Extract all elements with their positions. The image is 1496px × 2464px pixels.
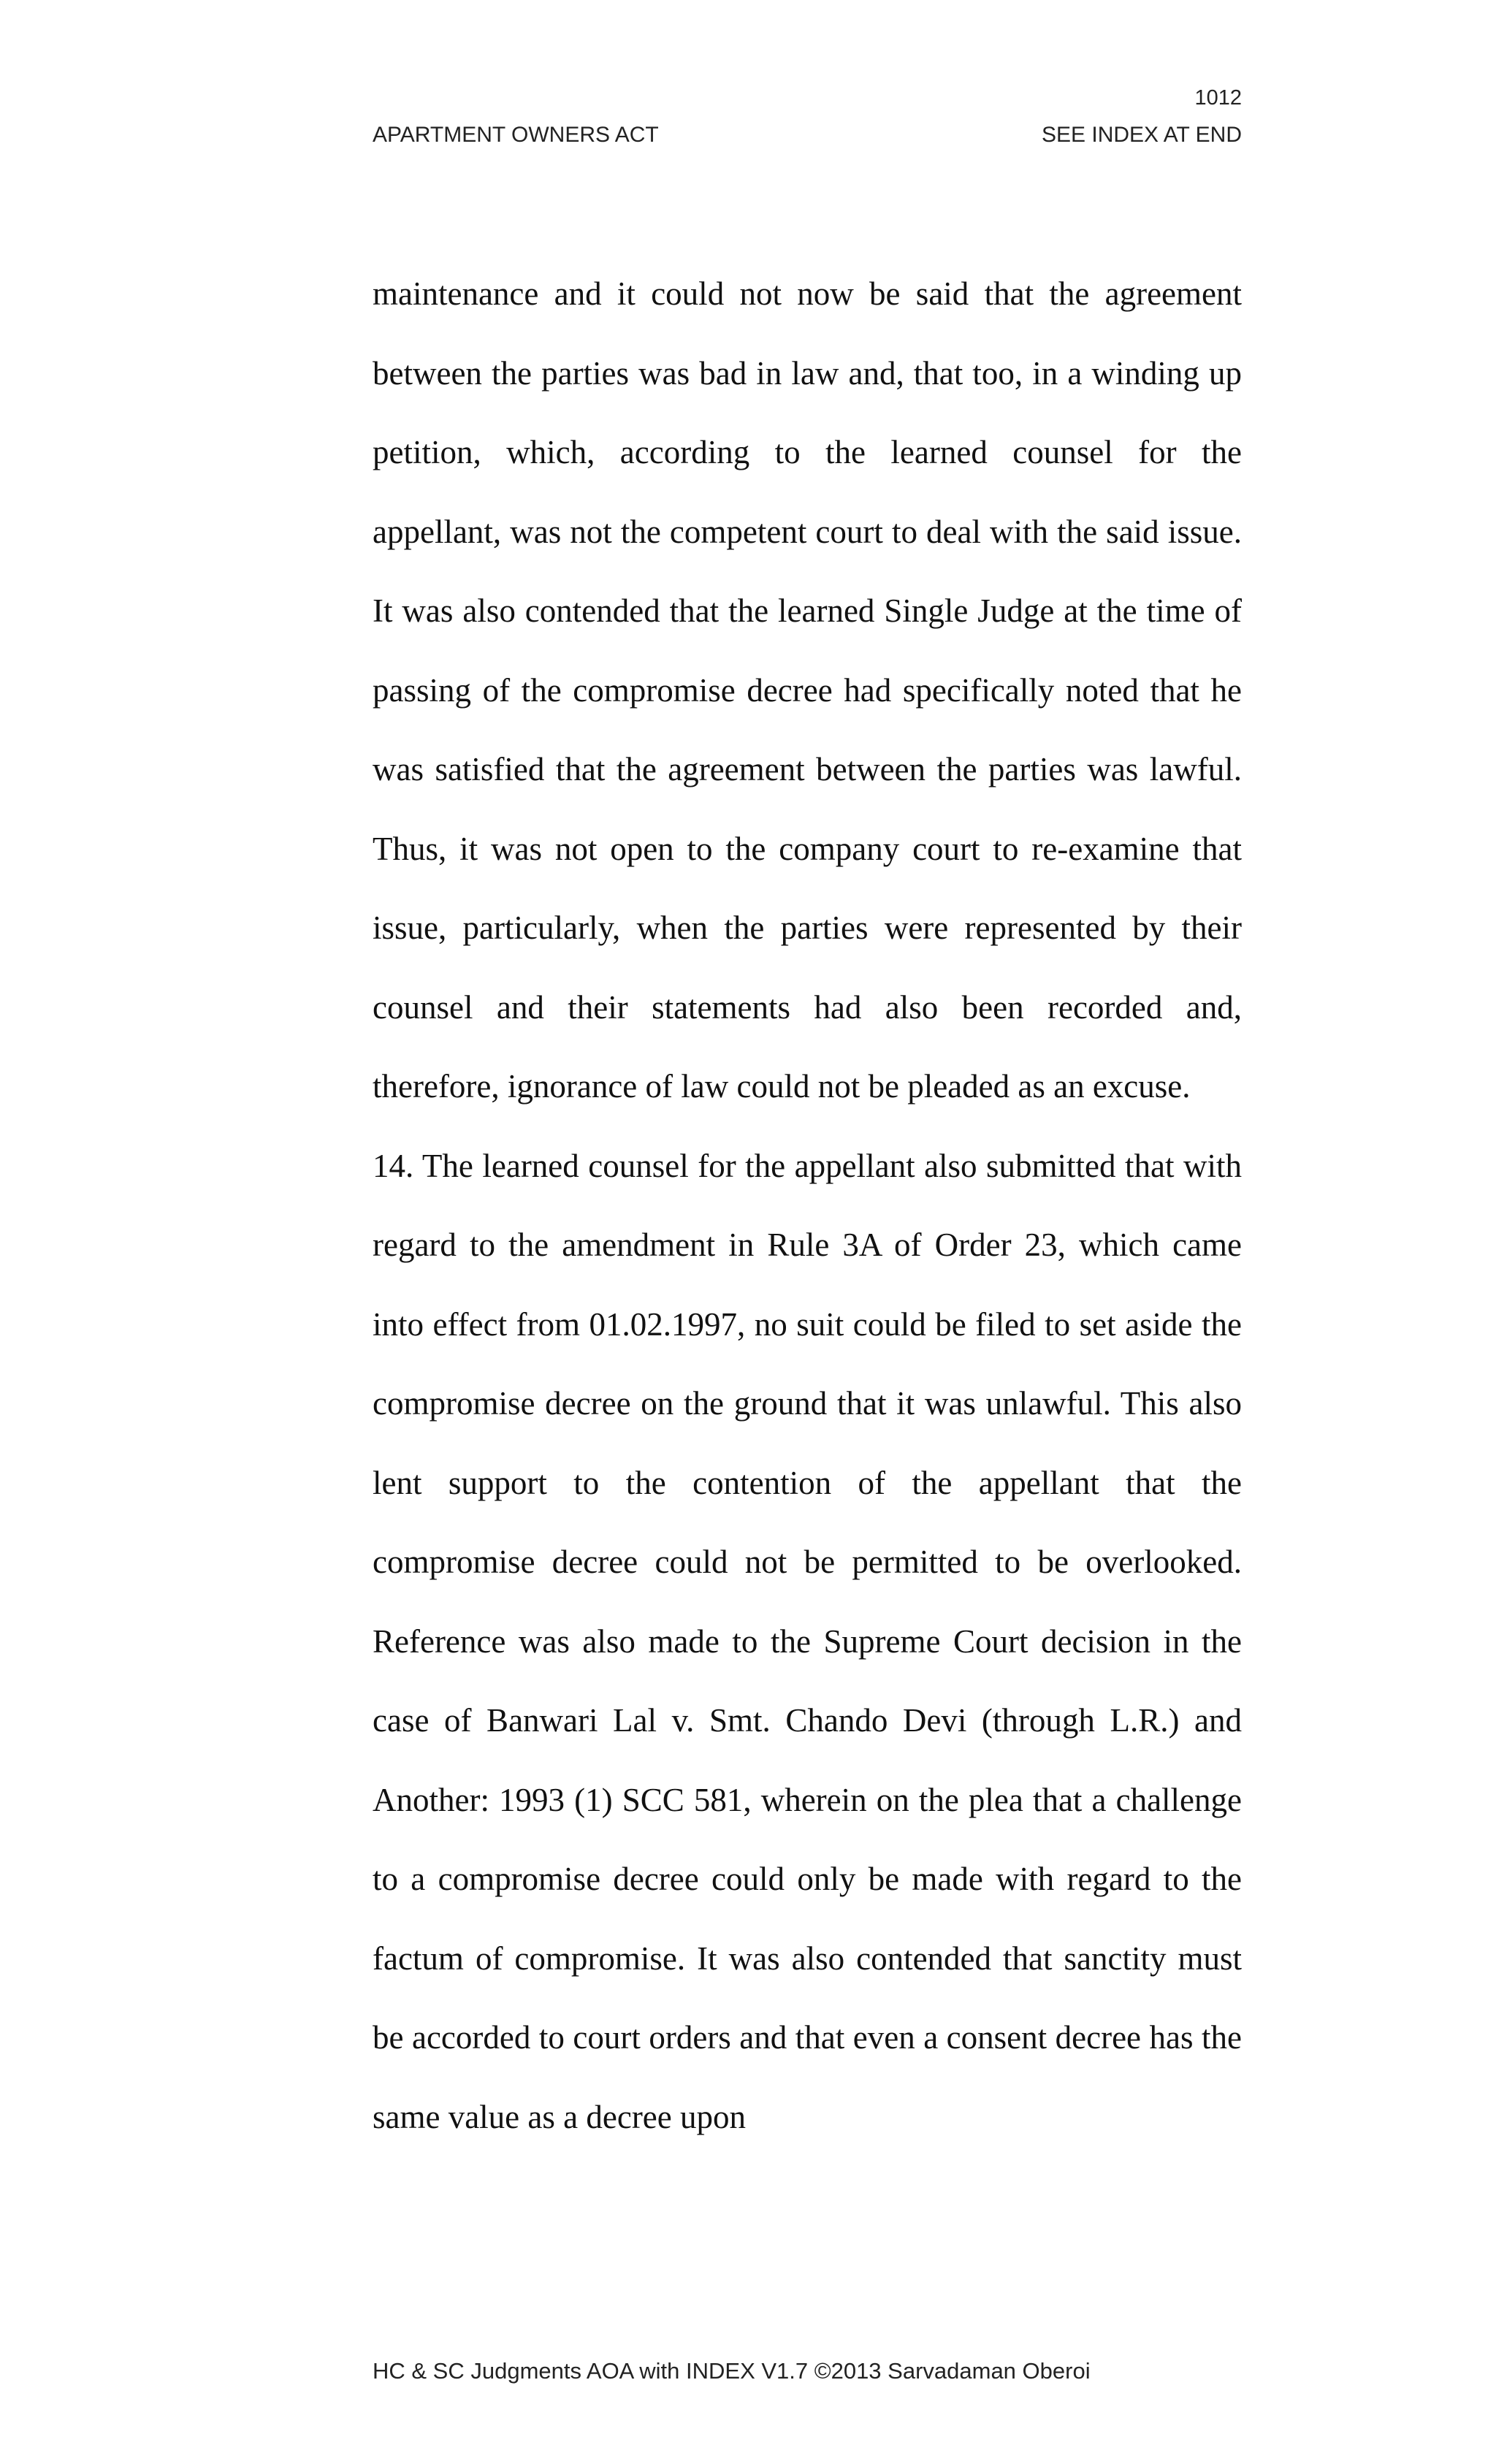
- body-text: [373, 254, 1242, 2156]
- header-row: [373, 123, 1242, 148]
- page-footer: HC & SC Judgments AOA with INDEX V1.7 ©2013 Sarvadaman Oberoi: [373, 2358, 1091, 2384]
- paragraph-1: maintenance and it could not now be said that the agreement between the parties was bad in law and, that too, in a winding up petition, which, according to the learned counsel for the appellant, was not the competent court to deal with the said issue. It was also contended that the learned Single Judge at the time of passing of the compromise decree had specifically noted that he was satisfied that the agreement between the parties was lawful. Thus, it was not open to the company court to re-examine that issue, particularly, when the parties were represented by their counsel and their statements had also been recorded and, therefore, ignorance of law could not be pleaded as an excuse.: [373, 275, 1242, 1105]
- page-number: 1012: [1194, 86, 1242, 110]
- header-left-title: APARTMENT OWNERS ACT: [373, 123, 659, 147]
- header-right-title: SEE INDEX AT END: [1042, 123, 1242, 147]
- paragraph-2: 14. The learned counsel for the appellant also submitted that with regard to the amendment in Rule 3A of Order 23, which came into effect from 01.02.1997, no suit could be filed to set aside the compromise decree on the ground that it was unlawful. This also lent support to the contention of the appellant that the compromise decree could not be permitted to be overlooked. Reference was also made to the Supreme Court decision in the case of Banwari Lal v. Smt. Chando Devi (through L.R.) and Another: 1993 (1) SCC 581, wherein on the plea that a challenge to a compromise decree could only be made with regard to the factum of compromise. It was also contended that sanctity must be accorded to court orders and that even a consent decree has the same value as a decree upon: [373, 1147, 1242, 2135]
